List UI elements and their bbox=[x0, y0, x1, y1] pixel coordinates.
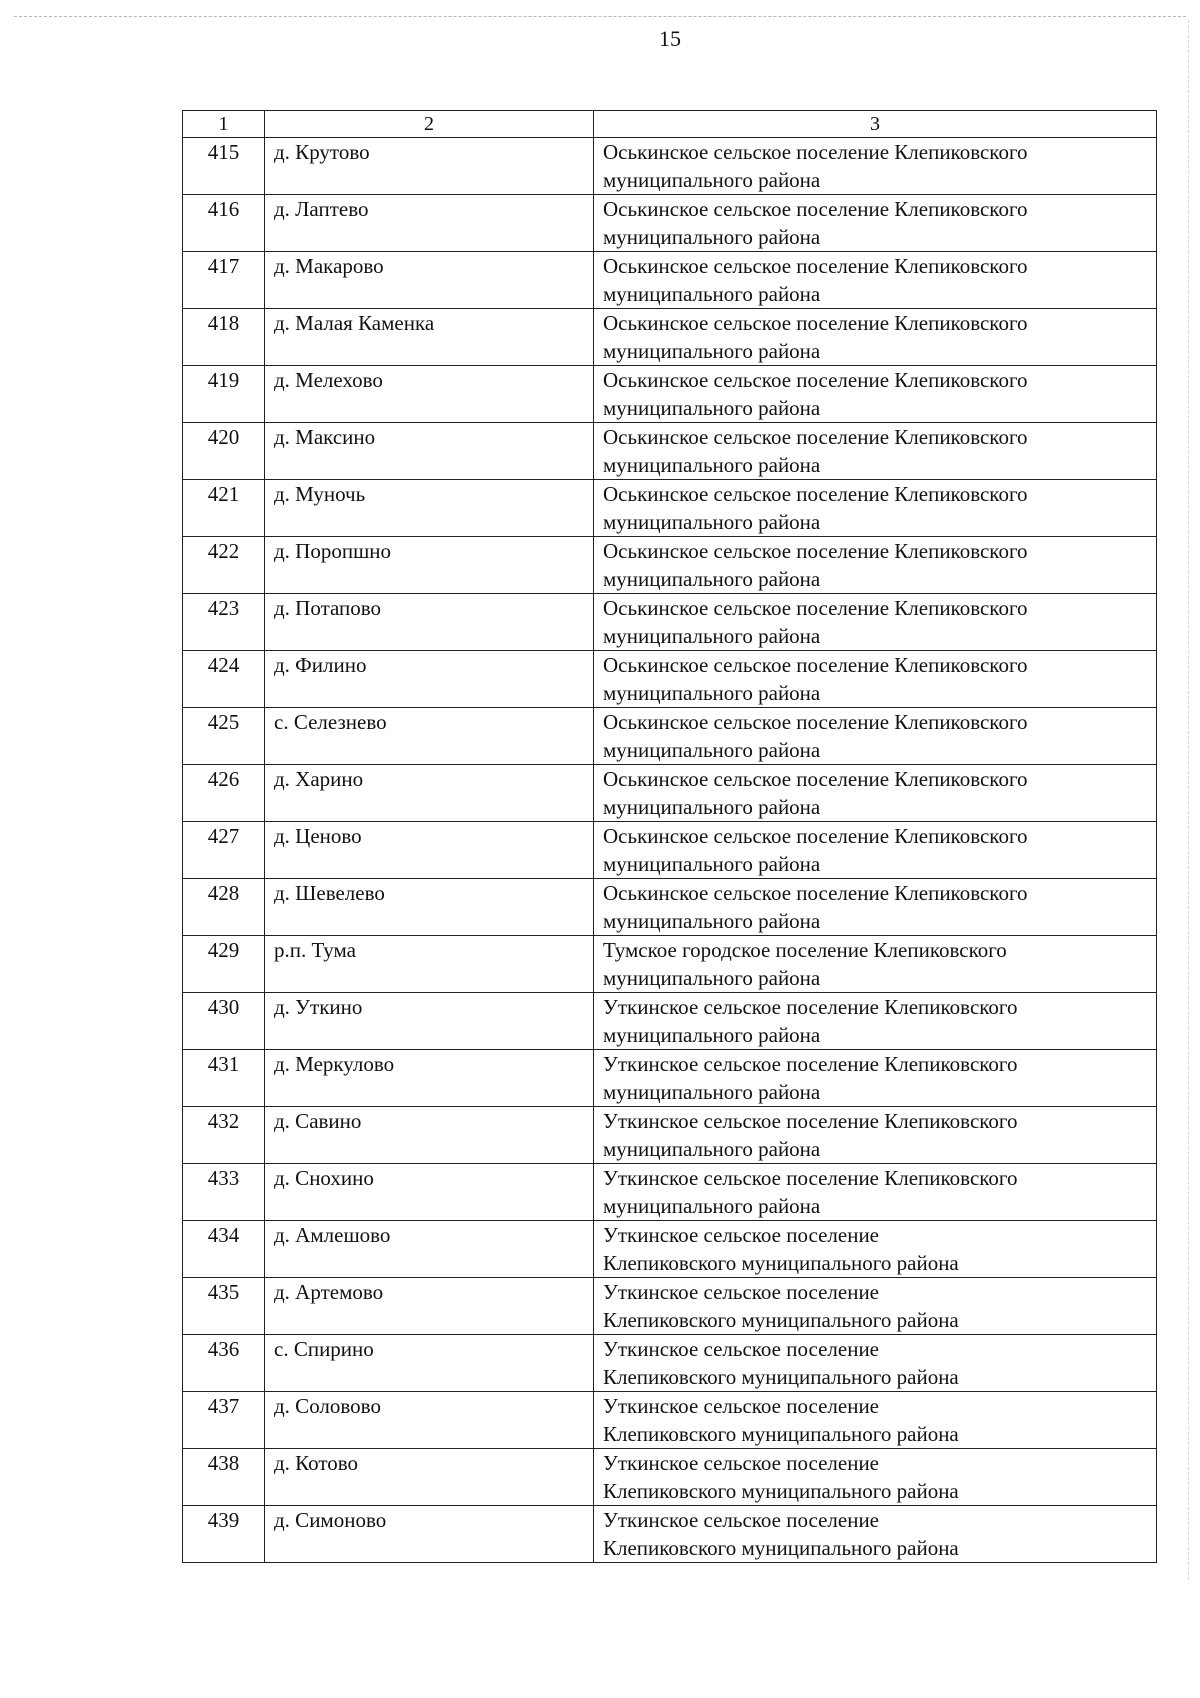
municipal-unit-line: муниципального района bbox=[603, 852, 821, 876]
municipal-unit-line: муниципального района bbox=[603, 738, 821, 762]
row-number: 428 bbox=[183, 879, 265, 936]
table-row bbox=[183, 1449, 1157, 1506]
settlement-name: д. Симоново bbox=[265, 1506, 594, 1563]
settlement-name: д. Крутово bbox=[265, 138, 594, 195]
settlement-name: д. Снохино bbox=[265, 1164, 594, 1221]
scan-edge-top bbox=[14, 16, 1186, 17]
settlement-name: с. Спирино bbox=[265, 1335, 594, 1392]
table-row bbox=[183, 1107, 1157, 1164]
municipal-unit-line: муниципального района bbox=[603, 282, 821, 306]
municipal-unit-line: муниципального района bbox=[603, 1194, 821, 1218]
municipal-unit-line: Уткинское сельское поселение bbox=[603, 1394, 880, 1418]
row-number: 423 bbox=[183, 594, 265, 651]
municipal-unit-line: Уткинское сельское поселение Клепиковского bbox=[603, 995, 1018, 1019]
table-row bbox=[183, 1164, 1157, 1221]
municipal-unit-line: Клепиковского муниципального района bbox=[603, 1479, 959, 1503]
municipal-unit-line: Оськинское сельское поселение Клепиковского bbox=[603, 767, 1028, 791]
municipal-unit-line: муниципального района bbox=[603, 909, 821, 933]
municipal-unit-line: Уткинское сельское поселение Клепиковского bbox=[603, 1052, 1018, 1076]
municipal-unit bbox=[594, 1449, 1157, 1506]
municipal-unit-line: Оськинское сельское поселение Клепиковского bbox=[603, 824, 1028, 848]
municipal-unit-line: Оськинское сельское поселение Клепиковского bbox=[603, 197, 1028, 221]
settlement-name: д. Муночь bbox=[265, 480, 594, 537]
row-number: 421 bbox=[183, 480, 265, 537]
settlement-name: д. Малая Каменка bbox=[265, 309, 594, 366]
municipal-unit-line: муниципального района bbox=[603, 339, 821, 363]
municipal-unit-line: Уткинское сельское поселение bbox=[603, 1337, 880, 1361]
row-number: 433 bbox=[183, 1164, 265, 1221]
settlement-name: д. Максино bbox=[265, 423, 594, 480]
settlement-name: д. Филино bbox=[265, 651, 594, 708]
row-number: 420 bbox=[183, 423, 265, 480]
municipal-unit bbox=[594, 1221, 1157, 1278]
table-row bbox=[183, 594, 1157, 651]
row-number: 431 bbox=[183, 1050, 265, 1107]
municipal-unit bbox=[594, 480, 1157, 537]
row-number: 435 bbox=[183, 1278, 265, 1335]
column-header-1: 1 bbox=[183, 111, 265, 138]
municipal-unit-line: муниципального района bbox=[603, 396, 821, 420]
municipal-unit bbox=[594, 195, 1157, 252]
municipal-unit bbox=[594, 765, 1157, 822]
table-row bbox=[183, 1050, 1157, 1107]
table-row bbox=[183, 423, 1157, 480]
municipal-unit-line: Уткинское сельское поселение bbox=[603, 1451, 880, 1475]
municipal-unit-line: Оськинское сельское поселение Клепиковского bbox=[603, 881, 1028, 905]
table-row bbox=[183, 1221, 1157, 1278]
table-header-row bbox=[183, 111, 1157, 138]
municipal-unit-line: Оськинское сельское поселение Клепиковского bbox=[603, 539, 1028, 563]
page-number: 15 bbox=[659, 26, 681, 51]
row-number: 422 bbox=[183, 537, 265, 594]
row-number: 416 bbox=[183, 195, 265, 252]
municipal-unit-line: муниципального района bbox=[603, 795, 821, 819]
column-header-2: 2 bbox=[265, 111, 594, 138]
scan-edge-right bbox=[1188, 20, 1189, 1580]
table-row bbox=[183, 366, 1157, 423]
settlement-name: д. Артемово bbox=[265, 1278, 594, 1335]
row-number: 424 bbox=[183, 651, 265, 708]
table-body bbox=[183, 138, 1157, 1563]
municipal-unit-line: муниципального района bbox=[603, 168, 821, 192]
municipal-unit bbox=[594, 138, 1157, 195]
settlement-name: д. Амлешово bbox=[265, 1221, 594, 1278]
municipal-unit-line: Оськинское сельское поселение Клепиковского bbox=[603, 311, 1028, 335]
municipal-unit-line: муниципального района bbox=[603, 681, 821, 705]
municipal-unit bbox=[594, 993, 1157, 1050]
row-number: 432 bbox=[183, 1107, 265, 1164]
municipal-unit bbox=[594, 537, 1157, 594]
settlement-name: д. Мелехово bbox=[265, 366, 594, 423]
row-number: 436 bbox=[183, 1335, 265, 1392]
table-row bbox=[183, 1335, 1157, 1392]
settlement-name: д. Макарово bbox=[265, 252, 594, 309]
settlement-name: д. Шевелево bbox=[265, 879, 594, 936]
row-number: 427 bbox=[183, 822, 265, 879]
municipal-unit-line: Оськинское сельское поселение Клепиковского bbox=[603, 482, 1028, 506]
table-row bbox=[183, 1506, 1157, 1563]
table-row bbox=[183, 708, 1157, 765]
municipal-unit bbox=[594, 708, 1157, 765]
column-header-3: 3 bbox=[594, 111, 1157, 138]
settlement-name: д. Меркулово bbox=[265, 1050, 594, 1107]
municipal-unit-line: муниципального района bbox=[603, 225, 821, 249]
row-number: 417 bbox=[183, 252, 265, 309]
settlement-name: д. Потапово bbox=[265, 594, 594, 651]
table-row bbox=[183, 309, 1157, 366]
settlement-name: д. Поропшно bbox=[265, 537, 594, 594]
row-number: 429 bbox=[183, 936, 265, 993]
table-row bbox=[183, 822, 1157, 879]
municipal-unit bbox=[594, 252, 1157, 309]
municipal-unit-line: Оськинское сельское поселение Клепиковского bbox=[603, 425, 1028, 449]
municipal-unit-line: муниципального района bbox=[603, 1137, 821, 1161]
municipal-unit-line: Оськинское сельское поселение Клепиковского bbox=[603, 653, 1028, 677]
row-number: 425 bbox=[183, 708, 265, 765]
row-number: 418 bbox=[183, 309, 265, 366]
row-number: 439 bbox=[183, 1506, 265, 1563]
settlement-name: с. Селезнево bbox=[265, 708, 594, 765]
municipal-unit bbox=[594, 1506, 1157, 1563]
municipal-unit bbox=[594, 1164, 1157, 1221]
municipal-unit-line: Клепиковского муниципального района bbox=[603, 1365, 959, 1389]
table-row bbox=[183, 1278, 1157, 1335]
municipal-unit bbox=[594, 366, 1157, 423]
municipal-unit-line: Клепиковского муниципального района bbox=[603, 1422, 959, 1446]
municipal-unit-line: муниципального района bbox=[603, 567, 821, 591]
municipal-unit-line: Тумское городское поселение Клепиковского bbox=[603, 938, 1007, 962]
table-row bbox=[183, 936, 1157, 993]
municipal-unit-line: Оськинское сельское поселение Клепиковского bbox=[603, 368, 1028, 392]
table-row bbox=[183, 1392, 1157, 1449]
municipal-unit-line: муниципального района bbox=[603, 1023, 821, 1047]
municipal-unit-line: муниципального района bbox=[603, 966, 821, 990]
settlement-name: д. Ценово bbox=[265, 822, 594, 879]
municipal-unit-line: Оськинское сельское поселение Клепиковского bbox=[603, 140, 1028, 164]
municipal-unit-line: муниципального района bbox=[603, 510, 821, 534]
municipal-unit bbox=[594, 1050, 1157, 1107]
table-row bbox=[183, 879, 1157, 936]
row-number: 438 bbox=[183, 1449, 265, 1506]
municipal-unit-line: Уткинское сельское поселение bbox=[603, 1280, 880, 1304]
municipal-unit bbox=[594, 1107, 1157, 1164]
municipal-unit-line: Оськинское сельское поселение Клепиковского bbox=[603, 596, 1028, 620]
settlement-name: д. Котово bbox=[265, 1449, 594, 1506]
table-row bbox=[183, 993, 1157, 1050]
row-number: 426 bbox=[183, 765, 265, 822]
settlement-name: д. Лаптево bbox=[265, 195, 594, 252]
municipal-unit-line: Уткинское сельское поселение bbox=[603, 1223, 880, 1247]
settlement-name: д. Савино bbox=[265, 1107, 594, 1164]
municipal-unit bbox=[594, 822, 1157, 879]
table-row bbox=[183, 537, 1157, 594]
municipal-unit-line: муниципального района bbox=[603, 453, 821, 477]
municipal-unit-line: муниципального района bbox=[603, 624, 821, 648]
table-row bbox=[183, 195, 1157, 252]
settlement-name: д. Уткино bbox=[265, 993, 594, 1050]
row-number: 437 bbox=[183, 1392, 265, 1449]
municipal-unit bbox=[594, 309, 1157, 366]
settlement-name: д. Соловово bbox=[265, 1392, 594, 1449]
table-row bbox=[183, 252, 1157, 309]
table-row bbox=[183, 480, 1157, 537]
table-row bbox=[183, 138, 1157, 195]
municipal-unit bbox=[594, 1392, 1157, 1449]
table-row bbox=[183, 651, 1157, 708]
municipal-unit-line: муниципального района bbox=[603, 1080, 821, 1104]
municipal-unit-line: Уткинское сельское поселение Клепиковского bbox=[603, 1166, 1018, 1190]
table-row bbox=[183, 765, 1157, 822]
municipal-unit-line: Клепиковского муниципального района bbox=[603, 1251, 959, 1275]
municipal-unit bbox=[594, 651, 1157, 708]
municipal-unit-line: Уткинское сельское поселение bbox=[603, 1508, 880, 1532]
settlements-table bbox=[182, 110, 1157, 1563]
municipal-unit bbox=[594, 936, 1157, 993]
municipal-unit bbox=[594, 879, 1157, 936]
municipal-unit-line: Оськинское сельское поселение Клепиковского bbox=[603, 254, 1028, 278]
row-number: 434 bbox=[183, 1221, 265, 1278]
municipal-unit bbox=[594, 1335, 1157, 1392]
settlement-name: р.п. Тума bbox=[265, 936, 594, 993]
municipal-unit bbox=[594, 594, 1157, 651]
municipal-unit-line: Клепиковского муниципального района bbox=[603, 1308, 959, 1332]
settlement-name: д. Харино bbox=[265, 765, 594, 822]
municipal-unit-line: Уткинское сельское поселение Клепиковского bbox=[603, 1109, 1018, 1133]
row-number: 415 bbox=[183, 138, 265, 195]
row-number: 419 bbox=[183, 366, 265, 423]
municipal-unit bbox=[594, 423, 1157, 480]
row-number: 430 bbox=[183, 993, 265, 1050]
municipal-unit bbox=[594, 1278, 1157, 1335]
municipal-unit-line: Оськинское сельское поселение Клепиковского bbox=[603, 710, 1028, 734]
municipal-unit-line: Клепиковского муниципального района bbox=[603, 1536, 959, 1560]
